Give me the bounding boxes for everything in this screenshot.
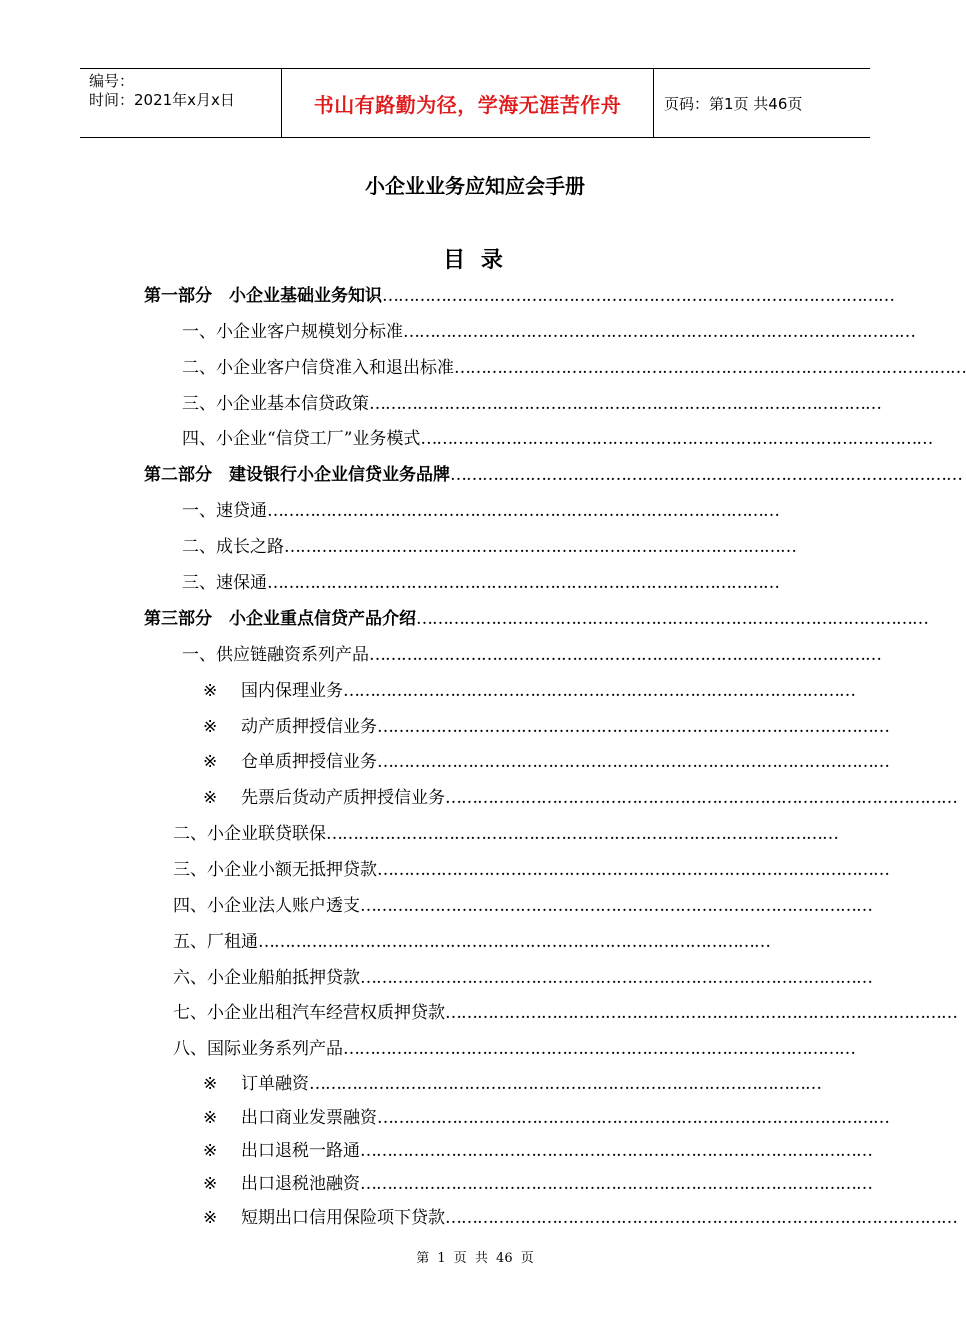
- reference-mark-icon: ※: [203, 1174, 218, 1194]
- dot-leader: ……………………………………………………………………………………: [360, 896, 872, 916]
- dot-leader: ……………………………………………………………………………………: [326, 824, 838, 844]
- toc-section: [173, 931, 770, 953]
- dot-leader: ……………………………………………………………………………………: [360, 1141, 872, 1161]
- toc-entry-label: 二、成长之路: [182, 537, 284, 557]
- toc-entry-label: 出口商业发票融资: [241, 1108, 377, 1128]
- reference-mark-icon: ※: [203, 788, 218, 808]
- toc-subitem: [203, 716, 889, 738]
- toc-section: [173, 859, 889, 881]
- toc-entry-label: 动产质押授信业务: [241, 717, 377, 737]
- toc-entry-label: 第二部分 建设银行小企业信贷业务品牌: [144, 465, 450, 485]
- toc-entry-label: 第一部分 小企业基础业务知识: [144, 286, 382, 306]
- header-motto: 书山有路勤为径，学海无涯苦作舟: [282, 69, 654, 137]
- dot-leader: ……………………………………………………………………………………: [369, 394, 881, 414]
- toc-heading: 目 录: [443, 248, 507, 273]
- header-meta: [80, 69, 282, 137]
- toc-entry-label: 仓单质押授信业务: [241, 752, 377, 772]
- toc-entry-label: 先票后货动产质押授信业务: [241, 788, 445, 808]
- toc-entry-label: 八、国际业务系列产品: [173, 1039, 343, 1059]
- toc-part: [144, 464, 962, 486]
- toc-entry-label: 短期出口信用保险项下贷款: [241, 1208, 445, 1228]
- header-page-info: 页码：第1页 共46页: [664, 94, 803, 113]
- toc-entry-label: 四、小企业法人账户透支: [173, 896, 360, 916]
- dot-leader: ……………………………………………………………………………………: [343, 681, 855, 701]
- toc-section: [173, 1002, 957, 1024]
- toc-entry-label: 出口退税一路通: [241, 1141, 360, 1161]
- toc-entry-label: 国内保理业务: [241, 681, 343, 701]
- dot-leader: ……………………………………………………………………………………: [360, 968, 872, 988]
- document-title: 小企业业务应知应会手册: [365, 174, 585, 198]
- toc-section: [173, 1038, 855, 1060]
- toc-entry-label: 四、小企业“信贷工厂”业务模式: [182, 429, 421, 449]
- toc-section: [182, 644, 881, 666]
- toc-part: [144, 285, 894, 307]
- toc-entry-label: 六、小企业船舶抵押贷款: [173, 968, 360, 988]
- dot-leader: ……………………………………………………………………………………: [454, 358, 966, 378]
- dot-leader: ……………………………………………………………………………………: [360, 1174, 872, 1194]
- dot-leader: ……………………………………………………………………………………: [267, 573, 779, 593]
- dot-leader: ……………………………………………………………………………………: [403, 322, 915, 342]
- dot-leader: ……………………………………………………………………………………: [382, 286, 894, 306]
- toc-subitem: [203, 751, 889, 773]
- toc-entry-label: 出口退税池融资: [241, 1174, 360, 1194]
- dot-leader: ……………………………………………………………………………………: [377, 752, 889, 772]
- toc-entry-label: 一、小企业客户规模划分标准: [182, 322, 403, 342]
- dot-leader: ……………………………………………………………………………………: [267, 501, 779, 521]
- toc-section: [173, 895, 872, 917]
- reference-mark-icon: ※: [203, 1208, 218, 1228]
- page-footer: 第 1 页 共 46 页: [416, 1251, 534, 1266]
- toc-subitem: [203, 1107, 889, 1129]
- page-header: [80, 68, 870, 138]
- document-number-label: 编号：: [89, 72, 135, 90]
- dot-leader: ……………………………………………………………………………………: [309, 1074, 821, 1094]
- reference-mark-icon: ※: [203, 1141, 218, 1161]
- reference-mark-icon: ※: [203, 681, 218, 701]
- toc-section: [173, 967, 872, 989]
- document-date: 时间：2021年x月x日: [89, 91, 235, 109]
- dot-leader: ……………………………………………………………………………………: [343, 1039, 855, 1059]
- toc-subitem: [203, 1207, 957, 1229]
- toc-subitem: [203, 680, 855, 702]
- toc-section: [173, 823, 838, 845]
- toc-section: [182, 428, 933, 450]
- dot-leader: ……………………………………………………………………………………: [284, 537, 796, 557]
- toc-entry-label: 三、小企业基本信贷政策: [182, 394, 369, 414]
- reference-mark-icon: ※: [203, 717, 218, 737]
- toc-entry-label: 二、小企业联贷联保: [173, 824, 326, 844]
- toc-section: [182, 536, 796, 558]
- dot-leader: ……………………………………………………………………………………: [445, 788, 957, 808]
- toc-entry-label: 三、小企业小额无抵押贷款: [173, 860, 377, 880]
- dot-leader: ……………………………………………………………………………………: [416, 609, 928, 629]
- toc-subitem: [203, 1173, 872, 1195]
- reference-mark-icon: ※: [203, 1108, 218, 1128]
- dot-leader: ……………………………………………………………………………………: [377, 860, 889, 880]
- dot-leader: ……………………………………………………………………………………: [258, 932, 770, 952]
- reference-mark-icon: ※: [203, 1074, 218, 1094]
- toc-section: [182, 357, 966, 379]
- dot-leader: ……………………………………………………………………………………: [450, 465, 962, 485]
- toc-entry-label: 一、供应链融资系列产品: [182, 645, 369, 665]
- dot-leader: ……………………………………………………………………………………: [377, 1108, 889, 1128]
- toc-entry-label: 七、小企业出租汽车经营权质押贷款: [173, 1003, 445, 1023]
- toc-entry-label: 二、小企业客户信贷准入和退出标准: [182, 358, 454, 378]
- dot-leader: ……………………………………………………………………………………: [445, 1208, 957, 1228]
- dot-leader: ……………………………………………………………………………………: [420, 429, 933, 449]
- toc-subitem: [203, 1140, 872, 1162]
- toc-part: [144, 608, 928, 630]
- reference-mark-icon: ※: [203, 752, 218, 772]
- toc-section: [182, 500, 779, 522]
- toc-section: [182, 321, 915, 343]
- toc-section: [182, 393, 881, 415]
- toc-entry-label: 三、速保通: [182, 573, 267, 593]
- toc-entry-label: 五、厂租通: [173, 932, 258, 952]
- toc-subitem: [203, 1073, 821, 1095]
- toc-entry-label: 一、速贷通: [182, 501, 267, 521]
- dot-leader: ……………………………………………………………………………………: [445, 1003, 957, 1023]
- dot-leader: ……………………………………………………………………………………: [369, 645, 881, 665]
- toc-entry-label: 订单融资: [241, 1074, 309, 1094]
- toc-section: [182, 572, 779, 594]
- toc-subitem: [203, 787, 957, 809]
- toc-entry-label: 第三部分 小企业重点信贷产品介绍: [144, 609, 416, 629]
- dot-leader: ……………………………………………………………………………………: [377, 717, 889, 737]
